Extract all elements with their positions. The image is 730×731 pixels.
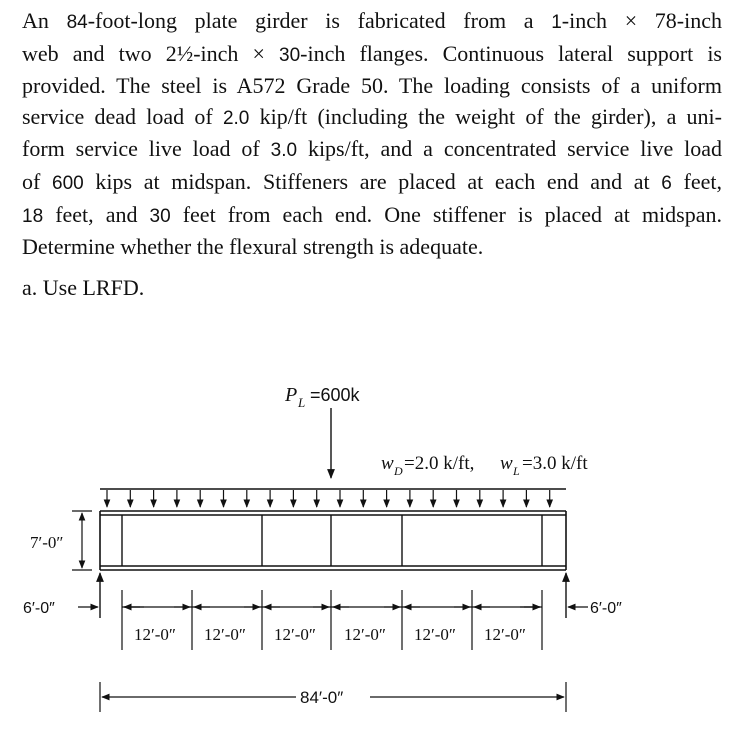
panel-label-2: 12′-0″: [204, 625, 246, 644]
right-end-label: 6′-0″: [590, 600, 622, 617]
svg-text:D: D: [394, 464, 403, 478]
problem-line-3: provided. The steel is A572 Grade 50. The loading consists of a uniform: [22, 73, 722, 99]
svg-text:=600k: =600k: [310, 385, 360, 405]
total-length-label: 84′-0″: [300, 688, 344, 707]
svg-text:L: L: [513, 464, 520, 478]
left-end-label: 6′-0″: [23, 600, 55, 617]
point-load-label: [284, 384, 361, 410]
problem-line-8: Determine whether the flexural strength is adequate.: [22, 234, 484, 260]
problem-line-7: 18 feet, and 30 feet from each end. One stiffener is placed at midspan.: [22, 201, 723, 227]
distributed-load-label: [381, 453, 588, 478]
panel-label-4: 12′-0″: [344, 625, 386, 644]
panel-dimensions: [122, 590, 542, 650]
svg-text:=2.0 k/ft,: =2.0 k/ft,: [404, 453, 475, 474]
panel-label-3: 12′-0″: [274, 625, 316, 644]
depth-dimension: [30, 511, 92, 570]
part-a-label: a. Use LRFD.: [22, 274, 145, 300]
svg-text:w: w: [500, 453, 513, 474]
svg-text:P: P: [285, 384, 298, 406]
panel-labels: [134, 625, 526, 644]
girder: [100, 511, 566, 570]
panel-label-6: 12′-0″: [484, 625, 526, 644]
problem-line-6: of 600 kips at midspan. Stiffeners are placed at each end and at 6 feet,: [22, 168, 723, 194]
svg-text:w: w: [381, 453, 394, 474]
problem-line-2: web and two 2½-inch × 30-inch flanges. Continuous lateral support is: [22, 40, 722, 66]
depth-label: 7′-0″: [30, 533, 64, 552]
distributed-load-arrows: [107, 490, 550, 507]
panel-label-5: 12′-0″: [414, 625, 456, 644]
svg-text:=3.0 k/ft: =3.0 k/ft: [522, 453, 588, 474]
problem-line-1: An 84-foot-long plate girder is fabricated from a 1-inch × 78-inch: [22, 8, 722, 33]
total-length-dimension: [100, 682, 566, 712]
problem-line-4: service dead load of 2.0 kip/ft (including the weight of the girder), a uni-: [22, 103, 722, 129]
panel-label-1: 12′-0″: [134, 625, 176, 644]
problem-line-5: form service live load of 3.0 kips/ft, and a concentrated service live load: [22, 136, 722, 162]
svg-text:L: L: [298, 395, 306, 410]
